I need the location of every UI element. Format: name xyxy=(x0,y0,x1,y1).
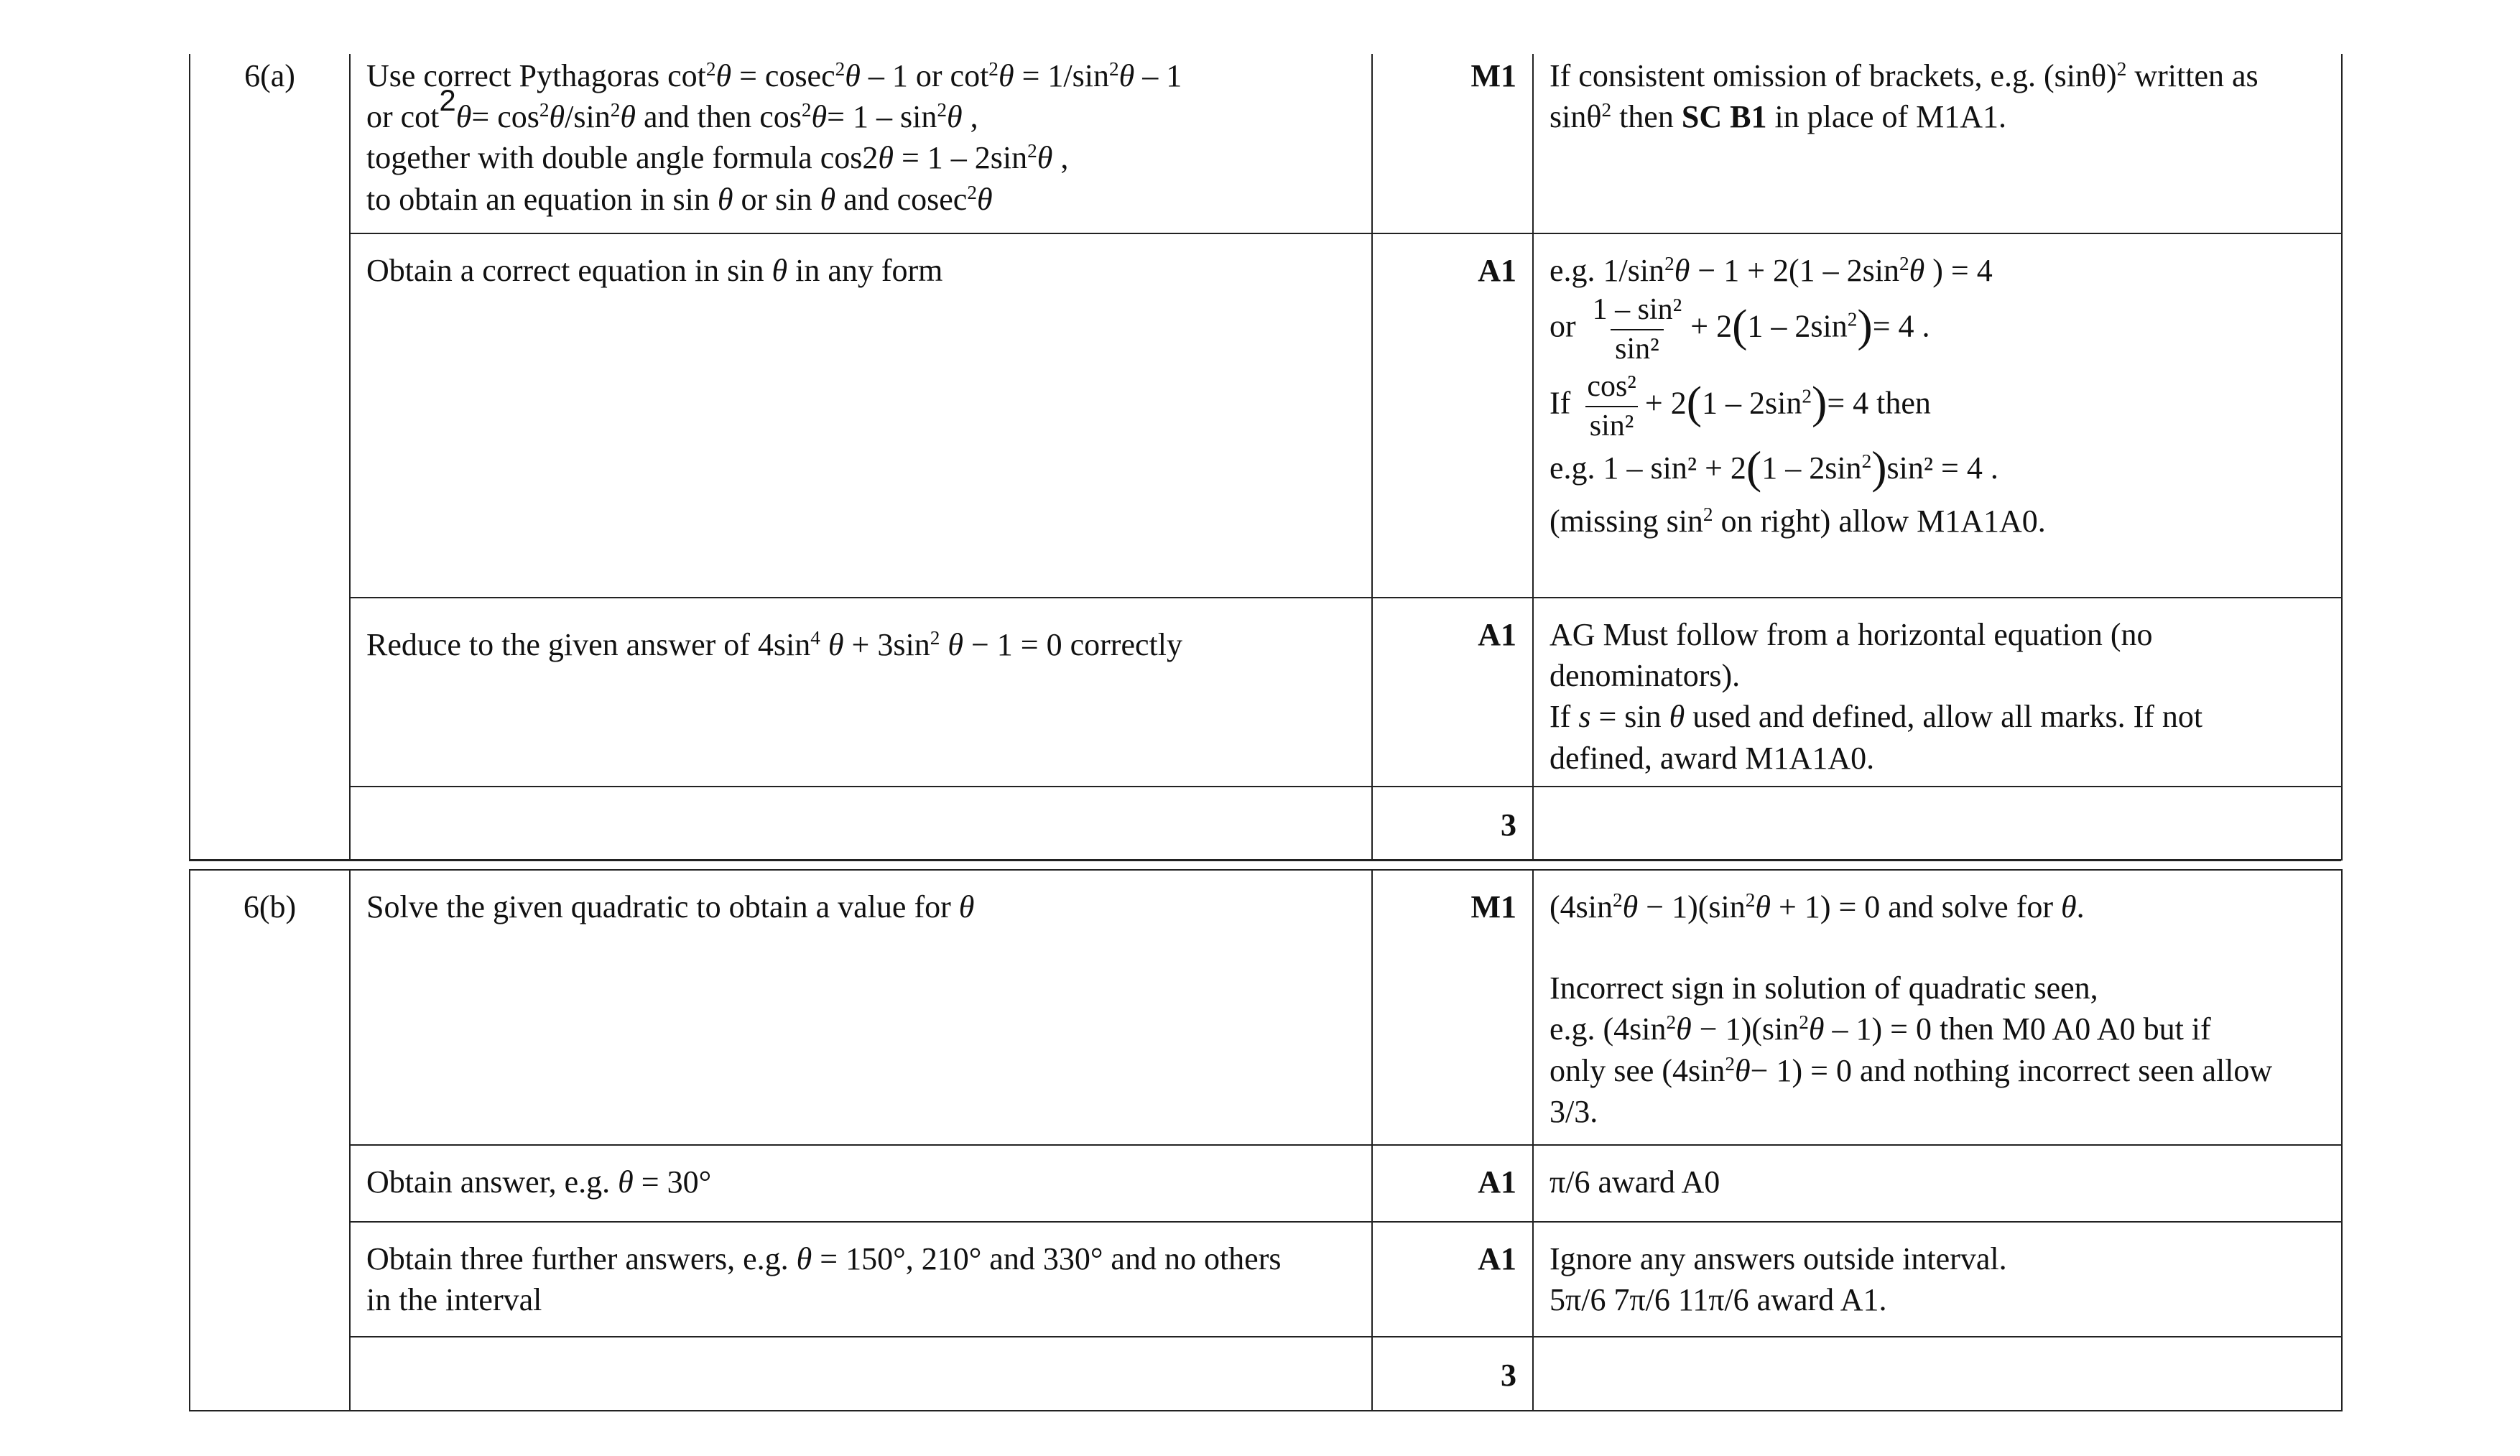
guidance-text: only see $(4\sin^2\theta- 1) = 0$ and nothing incorrect seen allow xyxy=(1549,1052,2273,1088)
mark-code: A1 xyxy=(1478,1241,1516,1276)
table-row-total xyxy=(190,787,2342,860)
question-label-continued xyxy=(190,1337,350,1411)
answer-cell xyxy=(350,54,1372,233)
guidance-text: Incorrect sign in solution of quadratic seen, xyxy=(1549,970,2098,1006)
question-label xyxy=(190,54,350,233)
guidance-text: Ignore any answers outside interval. xyxy=(1549,1241,2007,1276)
answer-text: together with double angle formula $\cos 2\theta = 1 - 2\sin^2\theta$ , xyxy=(366,140,1069,176)
answer-text: to obtain an equation in sin θ or sin θ and cosec$^2$θ xyxy=(366,181,993,217)
guidance-text: 3/3. xyxy=(1549,1093,1598,1129)
mark-code: A1 xyxy=(1478,1164,1516,1200)
answer-cell xyxy=(350,1222,1372,1337)
answer-text: Use correct Pythagoras $\cot^2\theta = cosec^2\theta - 1$ or $\cot^2\theta = 1/\sin^2\theta - 1$ xyxy=(366,58,1182,93)
answer-cell xyxy=(350,233,1372,598)
mark-code: A1 xyxy=(1478,617,1516,652)
guidance-text: If s = sin θ used and defined, allow all marks. If not xyxy=(1549,699,2203,735)
guidance-text: defined, award M1A1A0. xyxy=(1549,740,1875,776)
question-label xyxy=(190,870,350,1145)
fraction: $\frac{\text{1 – sin²}}{\text{sin²}}$ xyxy=(1588,291,1687,368)
mark-scheme-table-6a xyxy=(189,54,2343,861)
table-row xyxy=(190,54,2342,233)
mark-cell xyxy=(1372,1145,1533,1222)
question-label-continued xyxy=(190,1222,350,1337)
guidance-cell xyxy=(1533,1145,2342,1222)
section-divider xyxy=(189,860,2341,861)
answer-text: Reduce to the given answer of $4\sin^4$ $\theta + 3\sin^2$ θ − 1 = 0 correctly xyxy=(366,627,1182,662)
guidance-text: e.g. $1/\sin^2\theta - 1 + 2(1 - 2\sin^2\theta$ ) = 4 xyxy=(1549,253,1993,288)
guidance-cell xyxy=(1533,1337,2342,1411)
guidance-text: AG Must follow from a horizontal equation (no xyxy=(1549,617,2153,652)
guidance-formula: If $\frac{\text{cos²}}{\text{sin²}}$ + $2(1 - 2\sin^2)= 4$ then xyxy=(1549,368,2325,445)
mark-code: M1 xyxy=(1470,58,1516,93)
answer-text: Solve the given quadratic to obtain a value for θ xyxy=(366,889,975,924)
mark-cell xyxy=(1372,870,1533,1145)
answer-cell xyxy=(350,1337,1372,1411)
guidance-cell xyxy=(1533,54,2342,233)
guidance-text: If consistent omission of brackets, e.g. $(\sin\theta)^2$ written as xyxy=(1549,58,2259,93)
answer-text: in the interval xyxy=(366,1282,542,1318)
guidance-text: π/6 award A0 xyxy=(1549,1164,1720,1200)
answer-text: or $\cot^2\theta= \cos^2\theta/\sin^2\theta$ and then $\cos^2\theta= 1 - \sin^2\theta$ , xyxy=(366,83,978,135)
guidance-text: $(4\sin^2\theta - 1)(\sin^2\theta + 1) = 0$ and solve for θ. xyxy=(1549,889,2085,924)
mark-code: M1 xyxy=(1470,889,1516,924)
table-row xyxy=(190,870,2342,1145)
guidance-cell xyxy=(1533,598,2342,787)
table-row xyxy=(190,1222,2342,1337)
guidance-text: (missing $\sin^2$ on right) allow M1A1A0. xyxy=(1549,504,2046,539)
mark-scheme-table-6b xyxy=(189,869,2343,1411)
answer-cell xyxy=(350,870,1372,1145)
guidance-text: denominators). xyxy=(1549,658,1741,694)
table-row-total xyxy=(190,1337,2342,1411)
guidance-text: e.g. $(4\sin^2\theta - 1)(\sin^2\theta - 1) = 0$ then M0 A0 A0 but if xyxy=(1549,1011,2211,1047)
answer-text: Obtain a correct equation in sin θ in any form xyxy=(366,253,943,288)
guidance-cell xyxy=(1533,233,2342,598)
total-mark: 3 xyxy=(1501,807,1516,843)
answer-cell xyxy=(350,598,1372,787)
answer-text: Obtain three further answers, e.g. θ = 150°, 210° and 330° and no others xyxy=(366,1241,1282,1276)
guidance-formula: e.g. $1 - \sin^2 + 2(1 - 2\sin^2)\sin^2 = 4$ . xyxy=(1549,442,1998,493)
table-row xyxy=(190,233,2342,598)
question-number: 6(b) xyxy=(243,889,297,924)
question-label-continued xyxy=(190,787,350,860)
mark-code: A1 xyxy=(1478,253,1516,288)
question-number: 6(a) xyxy=(244,58,295,93)
answer-cell xyxy=(350,1145,1372,1222)
table-row xyxy=(190,598,2342,787)
guidance-formula: or $\frac{\text{1 – sin²}}{\text{sin²}}$ + $2(1 - 2\sin^2)= 4$ . xyxy=(1549,291,2325,368)
guidance-cell xyxy=(1533,787,2342,860)
total-mark: 3 xyxy=(1501,1358,1516,1393)
fraction: $\frac{\text{cos²}}{\text{sin²}}$ xyxy=(1583,368,1641,445)
answer-text: Obtain answer, e.g. θ = 30° xyxy=(366,1164,712,1200)
answer-cell xyxy=(350,787,1372,860)
mark-cell xyxy=(1372,54,1533,233)
mark-cell xyxy=(1372,598,1533,787)
table-row xyxy=(190,1145,2342,1222)
guidance-text: 5π/6 7π/6 11π/6 award A1. xyxy=(1549,1282,1887,1318)
guidance-cell xyxy=(1533,1222,2342,1337)
total-mark-cell xyxy=(1372,787,1533,860)
guidance-text: sinθ$^2$ then SC B1 in place of M1A1. xyxy=(1549,99,2007,135)
question-label-continued xyxy=(190,233,350,598)
mark-cell xyxy=(1372,1222,1533,1337)
question-label-continued xyxy=(190,1145,350,1222)
total-mark-cell xyxy=(1372,1337,1533,1411)
guidance-cell xyxy=(1533,870,2342,1145)
mark-cell xyxy=(1372,233,1533,598)
question-label-continued xyxy=(190,598,350,787)
